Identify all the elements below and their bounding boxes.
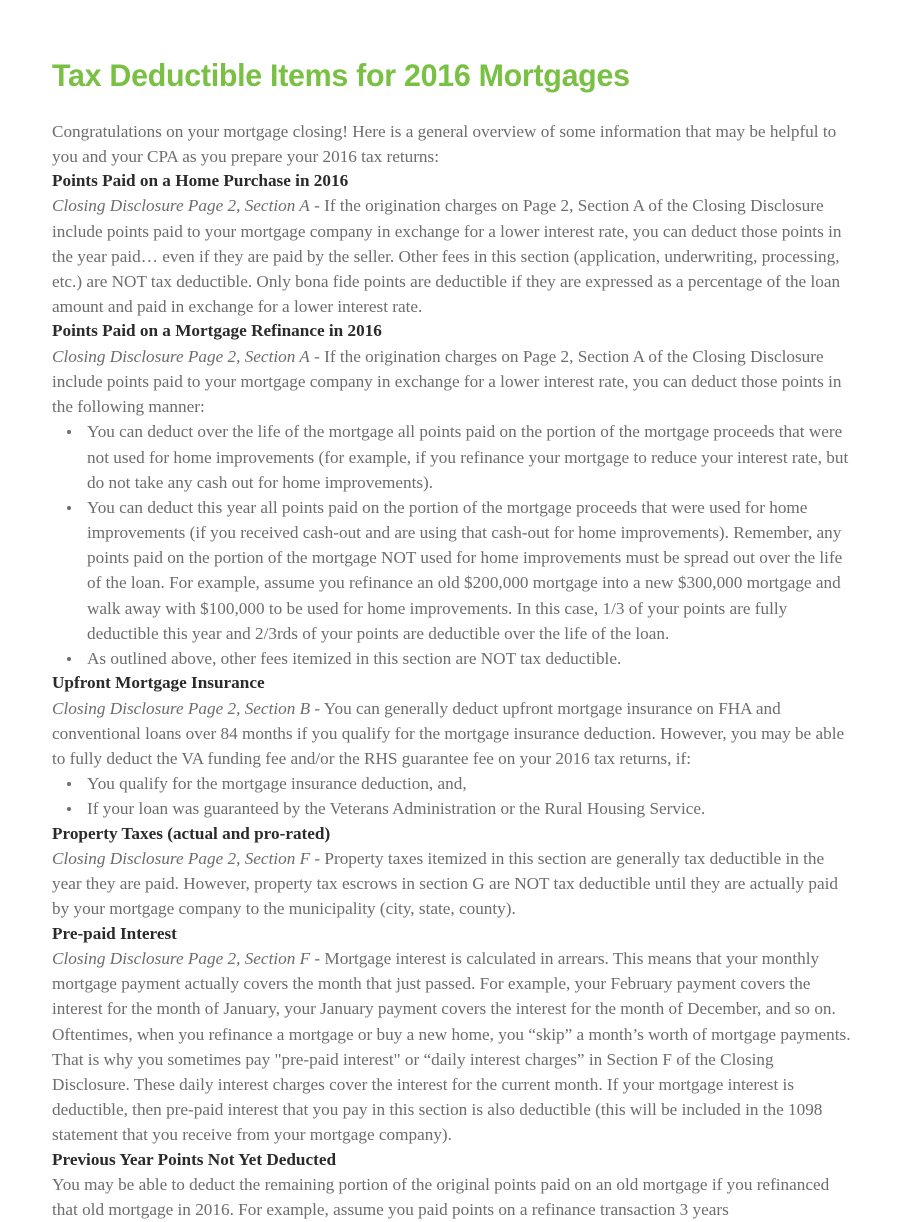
bullet-list — [52, 419, 852, 671]
page-title: Tax Deductible Items for 2016 Mortgages — [52, 58, 824, 93]
section-lead-in: Closing Disclosure Page 2, Section A — [52, 196, 310, 215]
bullet-list — [52, 771, 852, 821]
section-body-text: You may be able to deduct the remaining portion of the original points paid on an old mortgage if you refinanced that old mortgage in 2016. For example, assume you paid points on a refinance transaction 3 years — [52, 1175, 829, 1219]
section-body-text: - If the origination charges on Page 2, Section A of the Closing Disclosure include points paid to your mortgage company in exchange for a lower interest rate, you can deduct those points in the year paid… even if they are paid by the seller. Other fees in this section (application, underwriting, processing, etc.) are NOT tax deductible. Only bona fide points are deductible if they are expressed as a percentage of the loan amount and paid in exchange for a lower interest rate. — [52, 196, 841, 316]
section-heading: Upfront Mortgage Insurance — [52, 671, 852, 695]
section-body-text: - If the origination charges on Page 2, Section A of the Closing Disclosure include points paid to your mortgage company in exchange for a lower interest rate, you can deduct those points in the following manner: — [52, 347, 841, 416]
section-heading: Points Paid on a Mortgage Refinance in 2016 — [52, 319, 852, 343]
section-lead-in: Closing Disclosure Page 2, Section F — [52, 849, 310, 868]
section-points-home-purchase — [52, 169, 852, 319]
section-body — [52, 344, 852, 420]
document-content — [52, 58, 852, 1222]
section-body — [52, 1172, 852, 1222]
section-lead-in: Closing Disclosure Page 2, Section A — [52, 347, 310, 366]
section-points-refinance — [52, 319, 852, 671]
section-heading: Property Taxes (actual and pro-rated) — [52, 822, 852, 846]
list-item: As outlined above, other fees itemized in this section are NOT tax deductible. — [65, 646, 852, 671]
section-body — [52, 193, 852, 319]
section-heading: Previous Year Points Not Yet Deducted — [52, 1148, 852, 1172]
intro-paragraph: Congratulations on your mortgage closing! Here is a general overview of some information that may be helpful to you and your CPA as you prepare your 2016 tax returns: — [52, 119, 852, 169]
section-previous-year-points — [52, 1148, 852, 1222]
section-body — [52, 696, 852, 772]
section-body — [52, 846, 852, 922]
section-body-text: - Mortgage interest is calculated in arrears. This means that your monthly mortgage payment actually covers the month that just passed. For example, your February payment covers the interest for the month of January, your January payment covers the interest for the month of December, and so on. Oftentimes, when you refinance a mortgage or buy a new home, you “skip” a month’s worth of mortgage payments. That is why you sometimes pay "pre-paid interest" or “daily interest charges” in Section F of the Closing Disclosure. These daily interest charges cover the interest for the current month. If your mortgage interest is deductible, then pre-paid interest that you pay in this section is also deductible (this will be included in the 1098 statement that you receive from your mortgage company). — [52, 949, 851, 1144]
list-item: You can deduct this year all points paid on the portion of the mortgage proceeds that were used for home improvements (if you received cash-out and are using that cash-out for home improvements). Remember, any points paid on the portion of the mortgage NOT used for home improvements must be spread out over the life of the loan. For example, assume you refinance an old $200,000 mortgage into a new $300,000 mortgage and walk away with $100,000 to be used for home improvements. In this case, 1/3 of your points are fully deductible this year and 2/3rds of your points are deductible over the life of the loan. — [65, 495, 852, 646]
section-body — [52, 946, 852, 1148]
section-heading: Pre-paid Interest — [52, 922, 852, 946]
section-lead-in: Closing Disclosure Page 2, Section F — [52, 949, 310, 968]
section-heading: Points Paid on a Home Purchase in 2016 — [52, 169, 852, 193]
section-upfront-mortgage-insurance — [52, 671, 852, 821]
section-property-taxes — [52, 822, 852, 922]
section-lead-in: Closing Disclosure Page 2, Section B — [52, 699, 310, 718]
list-item: You can deduct over the life of the mortgage all points paid on the portion of the mortgage proceeds that were not used for home improvements (for example, if you refinance your mortgage to reduce your interest rate, but do not take any cash out for home improvements). — [65, 419, 852, 495]
section-body-text: - Property taxes itemized in this section are generally tax deductible in the year they are paid. However, property tax escrows in section G are NOT tax deductible until they are actually paid by your mortgage company to the municipality (city, state, county). — [52, 849, 838, 918]
section-pre-paid-interest — [52, 922, 852, 1148]
list-item: If your loan was guaranteed by the Veterans Administration or the Rural Housing Service. — [65, 796, 852, 821]
list-item: You qualify for the mortgage insurance deduction, and, — [65, 771, 852, 796]
section-body-text: - You can generally deduct upfront mortgage insurance on FHA and conventional loans over 84 months if you qualify for the mortgage insurance deduction. However, you may be able to fully deduct the VA funding fee and/or the RHS guarantee fee on your 2016 tax returns, if: — [52, 699, 844, 768]
